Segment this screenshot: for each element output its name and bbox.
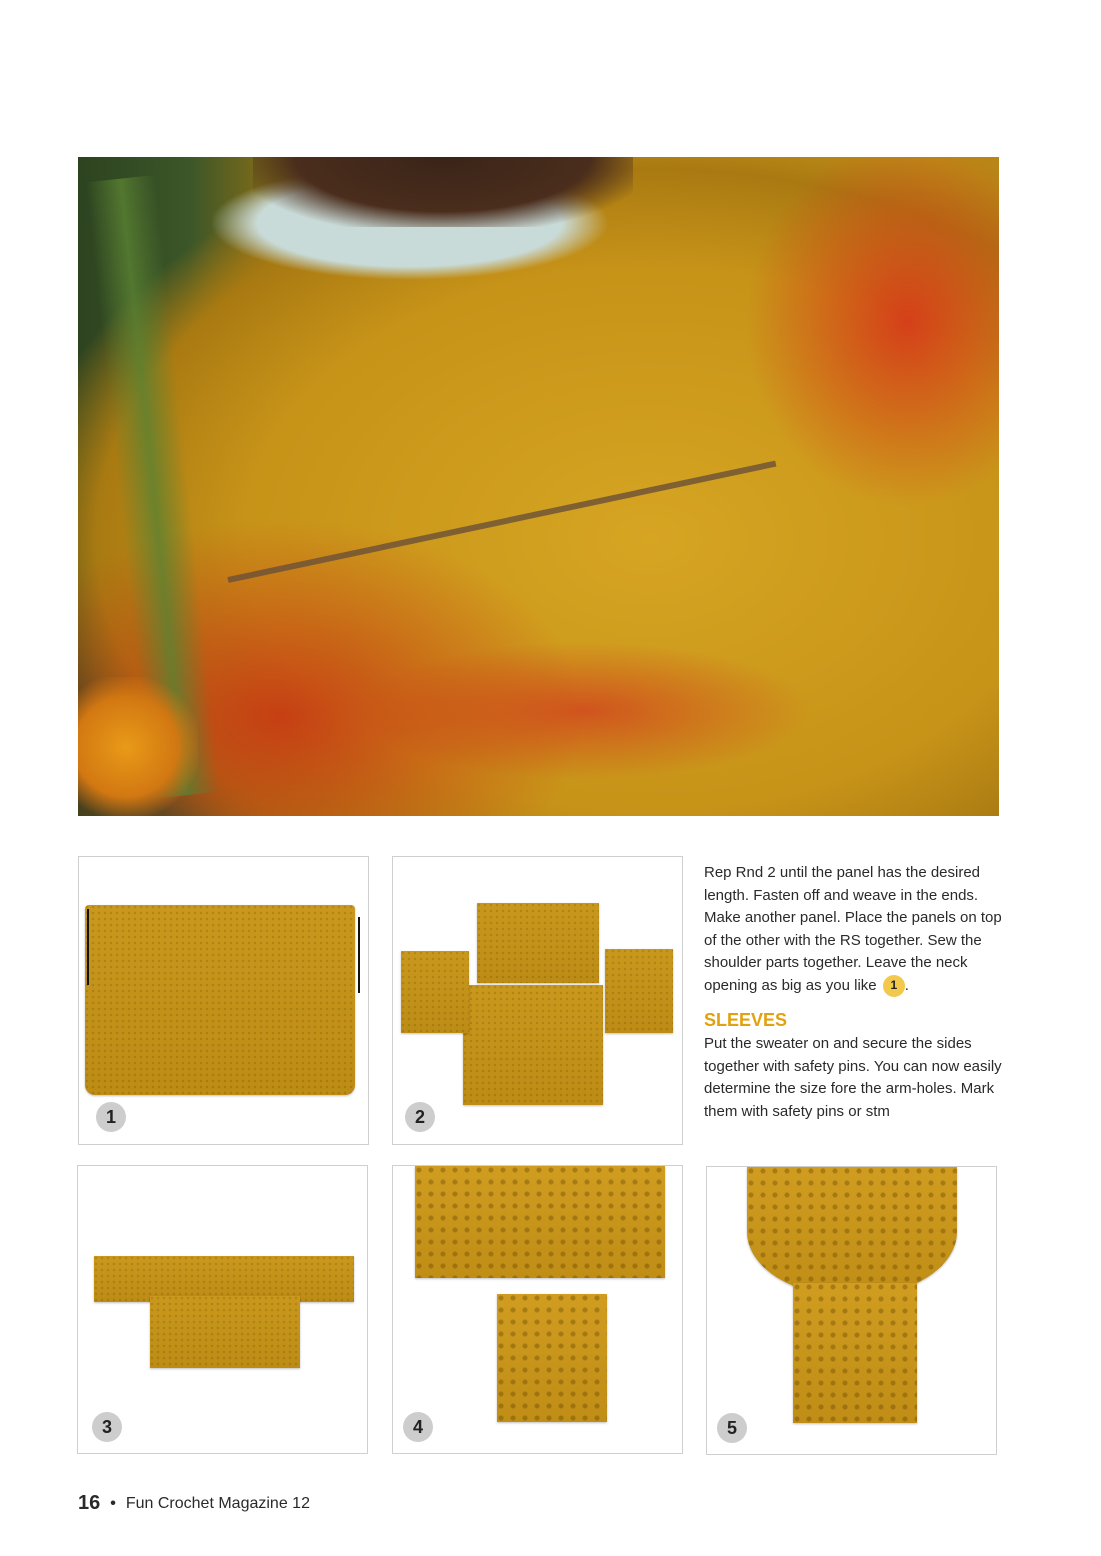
paragraph: Put the sweater on and secure the sides together with safety pins. You can now easily determine the size fore the arm-holes. Mark them with safety pins or stm — [704, 1035, 1002, 1120]
step-5-photo — [706, 1166, 997, 1455]
flower-shape — [78, 677, 198, 816]
publication-title: Fun Crochet Magazine 12 — [125, 1494, 310, 1512]
section-heading: SLEEVES — [704, 1010, 788, 1030]
step-badge: 1 — [96, 1102, 126, 1132]
paragraph — [704, 862, 1004, 997]
separator: • — [110, 1494, 116, 1512]
sleeve-panel — [497, 1294, 607, 1422]
left-sleeve-panel — [401, 951, 469, 1033]
back-panel — [463, 985, 603, 1105]
page-number: 16 — [78, 1492, 101, 1514]
sweater-panel — [85, 905, 355, 1095]
sleeve-cap — [747, 1167, 957, 1297]
hero-photo — [78, 157, 999, 816]
step-4-photo — [392, 1165, 683, 1454]
step-1-photo — [78, 856, 369, 1145]
step-3-photo — [77, 1165, 368, 1454]
step-reference-badge: 1 — [883, 975, 905, 997]
sleeve-body — [793, 1283, 917, 1423]
stem-shape — [227, 461, 776, 583]
paragraph-text: Rep Rnd 2 until the panel has the desired length. Fasten off and weave in the ends. Make another panel. Place the panels on top of the other with the RS together. Sew the shoulder parts together. Leave the neck opening as big as you like — [704, 864, 1002, 994]
step-badge: 5 — [717, 1413, 747, 1443]
top-panel — [415, 1166, 665, 1278]
instructions-text — [704, 862, 1004, 1123]
hair-shape — [253, 157, 633, 227]
step-badge: 3 — [92, 1412, 122, 1442]
step-badge: 4 — [403, 1412, 433, 1442]
paragraph-end: . — [904, 976, 909, 994]
step-2-photo — [392, 856, 683, 1145]
page-footer — [78, 1492, 310, 1515]
measure-arrow-right — [358, 917, 360, 993]
front-panel — [477, 903, 599, 983]
measure-arrow-left — [87, 909, 89, 985]
sweater-bottom — [150, 1296, 300, 1368]
right-sleeve-panel — [605, 949, 673, 1033]
step-badge: 2 — [405, 1102, 435, 1132]
